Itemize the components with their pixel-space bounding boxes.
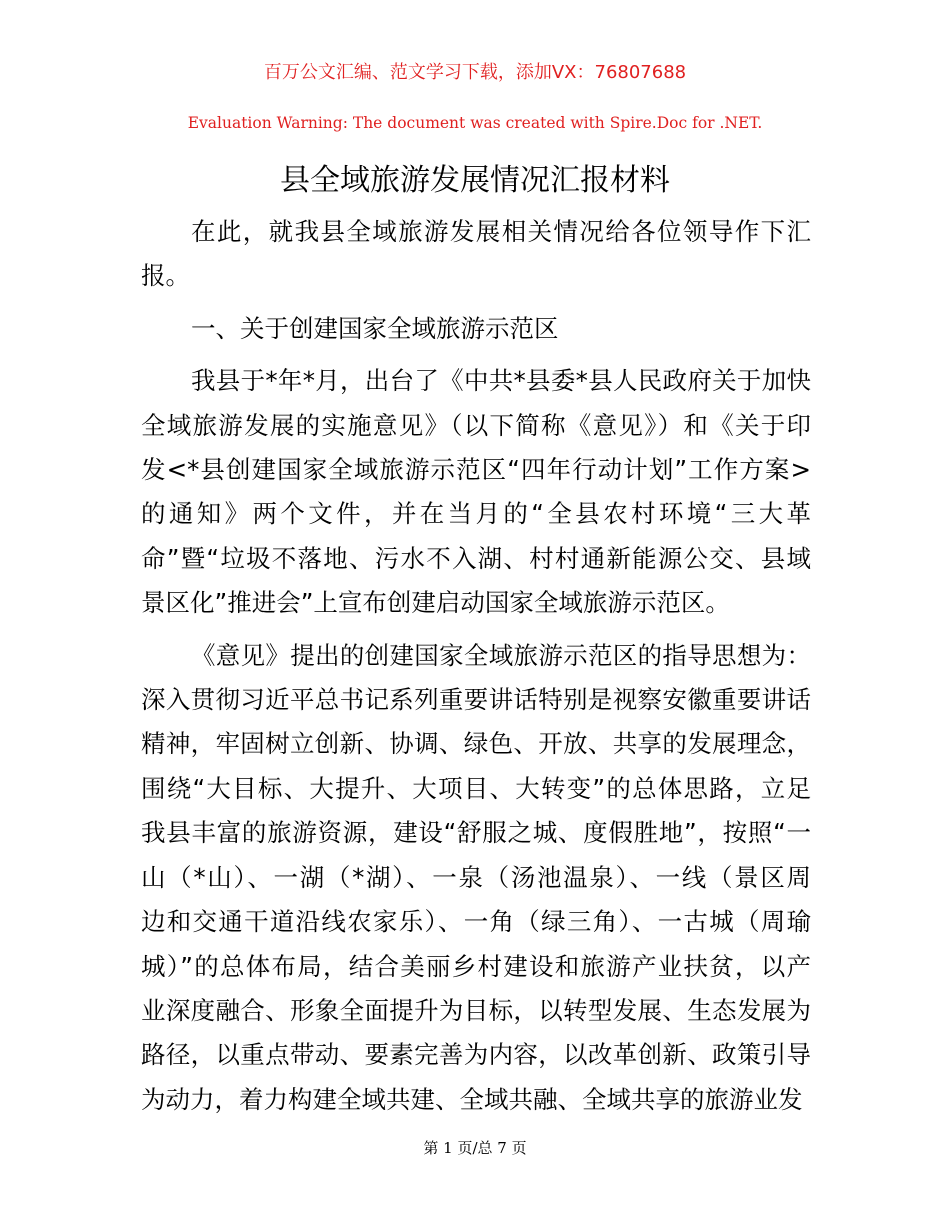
paragraph: [141, 634, 811, 1122]
text-line: 我县丰富的旅游资源，建设“舒服之城、度假胜地”，按照“一: [141, 818, 811, 848]
promo-header: 百万公文汇编、范文学习下载，添加VX：76807688: [263, 62, 687, 83]
text-line: 精神，牢固树立创新、协调、绿色、开放、共享的发展理念，: [141, 729, 811, 759]
text-line: 在此，就我县全域旅游发展相关情况给各位领导作下汇: [191, 217, 811, 246]
text-line: 一、关于创建国家全域旅游示范区: [191, 313, 559, 343]
section-heading: [141, 307, 811, 351]
text-line: 命”暨“垃圾不落地、污水不入湖、村村通新能源公交、县域: [141, 543, 811, 573]
text-line: 报。: [141, 261, 190, 291]
text-line: 《意见》提出的创建国家全域旅游示范区的指导思想为：: [191, 640, 811, 670]
text-line: 的通知》两个文件，并在当月的“全县农村环境“三大革: [141, 499, 811, 529]
text-line: 全域旅游发展的实施意见》（以下简称《意见》）和《关于印: [141, 410, 811, 440]
text-line: 山（*山）、一湖（*湖）、一泉（汤池温泉）、一线（景区周: [141, 862, 811, 892]
text-line: 城）”的总体布局，结合美丽乡村建设和旅游产业扶贫，以产: [141, 951, 811, 981]
text-line: 为动力，着力构建全域共建、全域共融、全域共享的旅游业发: [141, 1084, 803, 1114]
document-body: [141, 210, 811, 1122]
document-title: 县全域旅游发展情况汇报材料: [280, 163, 670, 198]
text-line: 路径，以重点带动、要素完善为内容，以改革创新、政策引导: [141, 1040, 811, 1070]
evaluation-warning: Evaluation Warning: The document was created with Spire.Doc for .NET.: [187, 114, 763, 132]
text-line: 围绕“大目标、大提升、大项目、大转变”的总体思路，立足: [141, 773, 811, 803]
paragraph: [141, 359, 811, 625]
page-footer: 第 1 页/总 7 页: [423, 1139, 527, 1157]
text-line: 景区化”推进会”上宣布创建启动国家全域旅游示范区。: [141, 588, 730, 618]
text-line: 深入贯彻习近平总书记系列重要讲话特别是视察安徽重要讲话: [141, 685, 811, 715]
text-line: 发<*县创建国家全域旅游示范区“四年行动计划”工作方案>: [141, 455, 811, 485]
text-line: 边和交通干道沿线农家乐）、一角（绿三角）、一古城（周瑜: [141, 907, 811, 937]
paragraph: [141, 210, 811, 299]
text-line: 业深度融合、形象全面提升为目标，以转型发展、生态发展为: [141, 995, 811, 1025]
text-line: 我县于*年*月，出台了《中共*县委*县人民政府关于加快: [191, 366, 811, 396]
